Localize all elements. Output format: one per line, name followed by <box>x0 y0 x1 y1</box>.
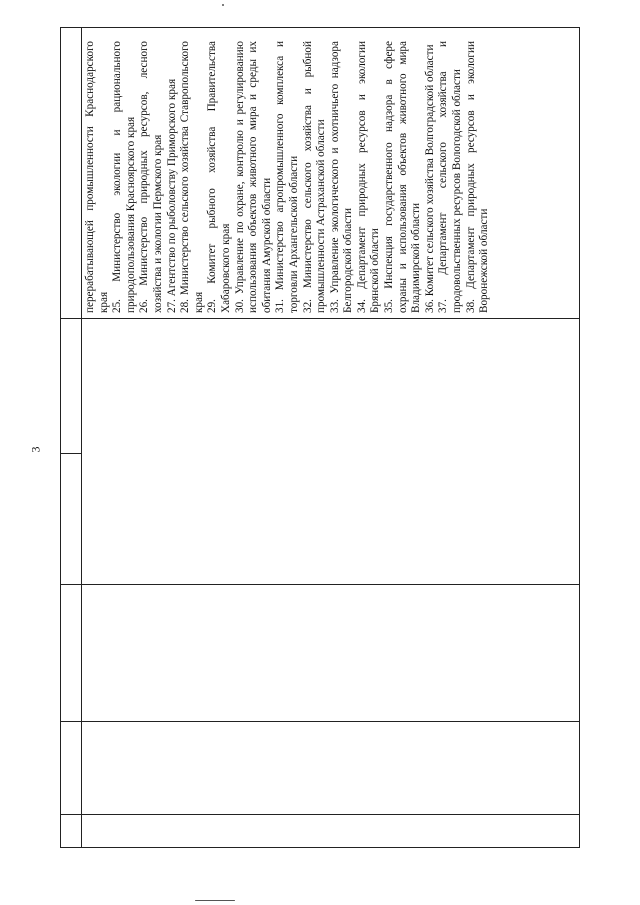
rotated-text-cell <box>84 27 574 317</box>
page-number: 3 <box>28 446 43 453</box>
table-cell-divider <box>61 453 81 454</box>
list-item: 26. Министерство природных ресурсов, лесного хозяйства и экологии Пермского края <box>138 41 164 313</box>
list-item: 29. Комитет рыбного хозяйства Правительства Хабаровского края <box>206 41 232 313</box>
table-row-divider <box>61 721 579 722</box>
scan-speck <box>222 4 224 6</box>
list-item: 36. Комитет сельского хозяйства Волгоградской области <box>423 44 436 313</box>
list-item: 27. Агентство по рыболовству Приморского края <box>165 78 178 313</box>
list-item: 33. Управление экологического и охотничьего надзора Белгородской области <box>328 41 355 313</box>
list-item: 34. Департамент природных ресурсов и экологии Брянской области <box>355 41 382 313</box>
scan-edge-mark <box>195 900 235 901</box>
table-row-divider <box>61 584 579 585</box>
list-item: 31. Министерство агропромышленного комплекса и торговли Архангельской области <box>274 41 300 313</box>
list-item: 25. Министерство экологии и рационального природопользования Красноярского края <box>111 41 137 313</box>
list-item: 28. Министерство сельского хозяйства Ставропольского края <box>179 41 205 313</box>
table-column-divider <box>81 28 82 847</box>
list-item: 35. Инспекция государственного надзора в сфере охраны и использования объектов животного мира Владимирской области <box>383 41 423 313</box>
list-item: 38. Департамент природных ресурсов и экологии Воронежской области <box>464 41 491 313</box>
table-row-divider <box>61 814 579 815</box>
table-row-divider <box>61 318 579 319</box>
list-item: перерабатывающей промышленности Краснодарского края <box>84 41 110 313</box>
list-item: 30. Управление по охране, контролю и регулированию использования объектов животного мира и среды их обитания Амурской области <box>233 41 273 313</box>
organization-list <box>84 37 492 317</box>
list-item: 32. Министерство сельского хозяйства и рыбной промышленности Астраханской области <box>301 41 328 313</box>
list-item: 37. Департамент сельского хозяйства и продовольственных ресурсов Вологодской области <box>437 41 464 313</box>
